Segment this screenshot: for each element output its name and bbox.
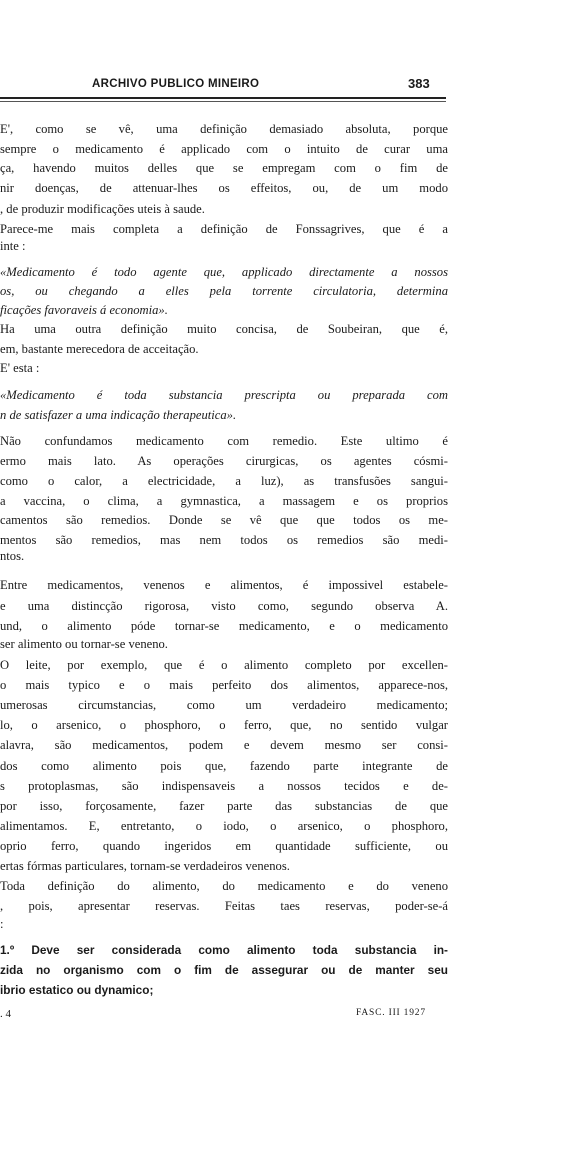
running-header xyxy=(0,74,448,96)
header-rule xyxy=(0,97,446,99)
text-line: mentos são remedios, mas nem todos os remedios são medi- xyxy=(0,533,448,547)
text-line: : xyxy=(0,917,4,931)
text-line: por isso, forçosamente, fazer parte das substancias de que xyxy=(0,799,448,813)
text-line: alavra, são medicamentos, podem e devem mesmo ser consi- xyxy=(0,738,448,752)
text-line: lo, o arsenico, o phosphoro, o ferro, que, no sentido vulgar xyxy=(0,718,448,732)
text-line: zida no organismo com o fim de assegurar ou de manter seu xyxy=(0,963,448,977)
text-line: und, o alimento póde tornar-se medicamento, e o medicamento xyxy=(0,619,448,633)
text-line: a vaccina, o clima, a gymnastica, a massagem e os proprios xyxy=(0,494,448,508)
quote-line: n de satisfazer a uma indicação therapeutica». xyxy=(0,408,237,422)
text-line: ertas fórmas particulares, tornam-se verdadeiros venenos. xyxy=(0,859,290,873)
text-line: , pois, apresentar reservas. Feitas taes reservas, poder-se-á xyxy=(0,899,448,913)
text-line: inte : xyxy=(0,239,26,253)
text-line: , de produzir modificações uteis à saude. xyxy=(0,202,205,216)
text-line: e uma distincção rigorosa, visto como, segundo observa A. xyxy=(0,599,448,613)
text-line: Ha uma outra definição muito concisa, de Soubeiran, que é, xyxy=(0,322,448,336)
text-line: O leite, por exemplo, que é o alimento completo por excellen- xyxy=(0,658,448,672)
quote-line: «Medicamento é todo agente que, applicado directamente a nossos xyxy=(0,265,448,279)
text-line: sempre o medicamento é applicado com o intuito de curar uma xyxy=(0,142,448,156)
text-line: umerosas circumstancias, como um verdadeiro medicamento; xyxy=(0,698,448,712)
text-line: ser alimento ou tornar-se veneno. xyxy=(0,637,168,651)
text-line: E', como se vê, uma definição demasiado absoluta, porque xyxy=(0,122,448,136)
footer-signature-mark: . 4 xyxy=(0,1008,11,1020)
text-line: ermo mais lato. As operações cirurgicas, os agentes cósmi- xyxy=(0,454,448,468)
text-line: ibrio estatico ou dynamico; xyxy=(0,983,154,997)
text-line: o mais typico e o mais perfeito dos alimentos, apparece-nos, xyxy=(0,678,448,692)
text-line: s protoplasmas, são indispensaveis a nossos tecidos e de- xyxy=(0,779,448,793)
text-line: nir doenças, de attenuar-lhes os effeitos, ou, de um modo xyxy=(0,181,448,195)
text-line: em, bastante merecedora de acceitação. xyxy=(0,342,199,356)
text-line: Entre medicamentos, venenos e alimentos, é impossivel estabele- xyxy=(0,578,448,592)
text-line: E' esta : xyxy=(0,361,40,375)
text-line: ça, havendo muitos delles que se empregam com o fim de xyxy=(0,161,448,175)
text-line: oprio ferro, quando ingeridos em quantidade sufficiente, ou xyxy=(0,839,448,853)
text-line: alimentamos. E, entretanto, o iodo, o arsenico, o phosphoro, xyxy=(0,819,448,833)
page-number: 383 xyxy=(408,76,430,91)
quote-line: os, ou chegando a elles pela torrente circulatoria, determina xyxy=(0,284,448,298)
header-rule-thin xyxy=(0,101,446,102)
quote-line: ficações favoraveis á economia». xyxy=(0,303,168,317)
text-line: dos como alimento pois que, fazendo parte integrante de xyxy=(0,759,448,773)
footer-fascicle: FASC. III 1927 xyxy=(356,1008,426,1018)
journal-title: ARCHIVO PUBLICO MINEIRO xyxy=(92,78,260,90)
text-line: Parece-me mais completa a definição de Fonssagrives, que é a xyxy=(0,222,448,236)
text-line: como o calor, a electricidade, a luz), as transfusões sangui- xyxy=(0,474,448,488)
text-line: camentos são remedios. Donde se vê que que todos os me- xyxy=(0,513,448,527)
text-line: ntos. xyxy=(0,549,25,563)
text-line: Toda definição do alimento, do medicamento e do veneno xyxy=(0,879,448,893)
text-line: 1.º Deve ser considerada como alimento toda substancia in- xyxy=(0,943,448,957)
quote-line: «Medicamento é toda substancia prescripta ou preparada com xyxy=(0,388,448,402)
text-line: Não confundamos medicamento com remedio. Este ultimo é xyxy=(0,434,448,448)
